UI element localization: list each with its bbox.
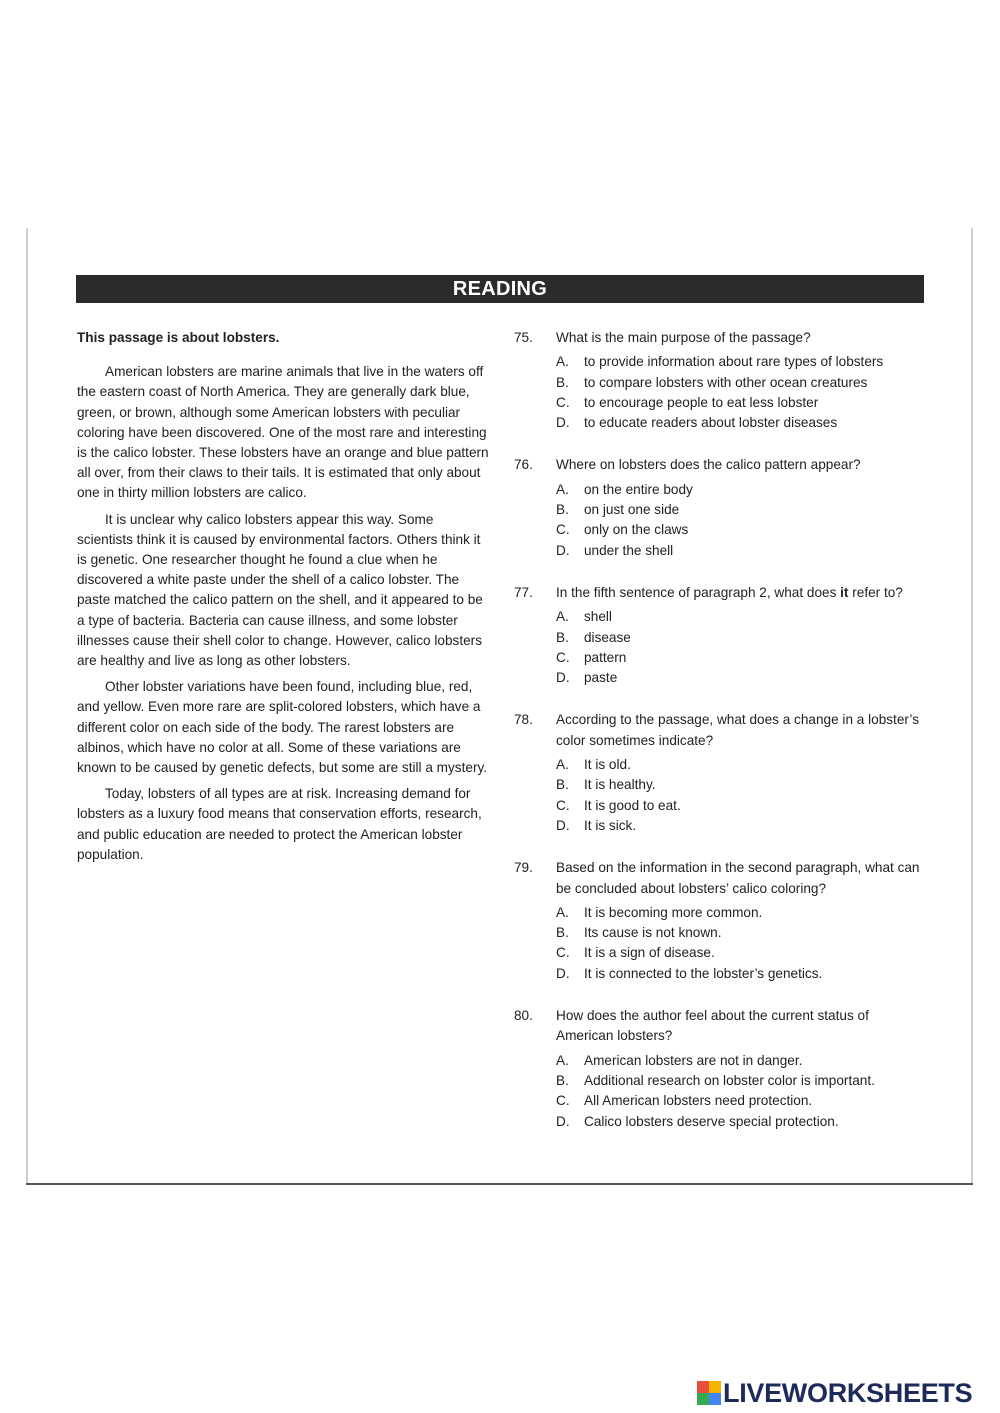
option-text: It is healthy.: [584, 777, 656, 793]
question-text: According to the passage, what does a change in a lobster’s color sometimes indicate?: [556, 712, 919, 748]
option-text: Calico lobsters deserve special protection.: [584, 1113, 839, 1129]
answer-option-a[interactable]: [556, 1051, 934, 1071]
option-text: It is sick.: [584, 817, 637, 833]
passage-paragraph-4: Today, lobsters of all types are at risk. Increasing demand for lobsters as a luxury food means that conservation efforts, research, and public education are needed to protect the American lobster population.: [77, 786, 482, 862]
answer-option-b[interactable]: [556, 373, 934, 393]
section-title-banner: READING: [76, 275, 924, 303]
option-letter: A.: [556, 904, 569, 920]
option-letter: D.: [556, 542, 570, 558]
option-text: to encourage people to eat less lobster: [584, 394, 819, 410]
answer-option-c[interactable]: [556, 796, 934, 816]
logo-block: [709, 1381, 721, 1393]
option-letter: A.: [556, 1052, 569, 1068]
answer-option-a[interactable]: [556, 607, 934, 627]
option-letter: D.: [556, 1113, 570, 1129]
logo-block: [697, 1393, 709, 1405]
answer-options: [556, 1051, 934, 1132]
passage-intro: This passage is about lobsters.: [77, 330, 280, 345]
option-text: It is good to eat.: [584, 797, 681, 813]
question-78: [514, 710, 934, 836]
answer-option-d[interactable]: [556, 964, 934, 984]
answer-option-c[interactable]: [556, 1091, 934, 1111]
question-79: [514, 858, 934, 984]
question-77: [514, 583, 934, 688]
option-text: only on the claws: [584, 522, 689, 538]
option-text: paste: [584, 670, 618, 686]
answer-option-c[interactable]: [556, 520, 934, 540]
page-frame-right: [971, 228, 973, 1184]
option-text: disease: [584, 629, 631, 645]
option-letter: C.: [556, 649, 570, 665]
option-text: All American lobsters need protection.: [584, 1093, 813, 1109]
question-number: 80.: [514, 1008, 533, 1024]
question-text: Where on lobsters does the calico pattern appear?: [556, 457, 861, 473]
option-text: It is becoming more common.: [584, 904, 763, 920]
logo-block: [697, 1381, 709, 1393]
question-text-part: In the fifth sentence of paragraph 2, what does: [556, 584, 841, 600]
option-letter: A.: [556, 757, 569, 773]
question-text: What is the main purpose of the passage?: [556, 330, 811, 345]
question-text-emphasis: it: [840, 584, 849, 600]
answer-option-d[interactable]: [556, 1112, 934, 1132]
option-text: on the entire body: [584, 481, 693, 497]
option-text: under the shell: [584, 542, 674, 558]
option-letter: B.: [556, 925, 569, 941]
question-76: [514, 455, 934, 560]
answer-options: [556, 607, 934, 688]
option-letter: C.: [556, 797, 570, 813]
option-text: on just one side: [584, 502, 680, 518]
option-text: American lobsters are not in danger.: [584, 1052, 803, 1068]
answer-option-b[interactable]: [556, 1071, 934, 1091]
option-letter: B.: [556, 629, 569, 645]
question-number: 77.: [514, 584, 533, 600]
question-number: 78.: [514, 712, 533, 728]
question-text: Based on the information in the second paragraph, what can be concluded about lobsters’ calico coloring?: [556, 860, 920, 896]
passage-paragraph-1: American lobsters are marine animals that live in the waters off the eastern coast of North America. They are generally dark blue, green, or brown, although some American lobsters with peculiar coloring have been discovered. One of the most rare and interesting is the calico lobster. These lobsters have an orange and blue pattern all over, from their claws to their tails. It is estimated that only about one in thirty million lobsters are calico.: [77, 364, 489, 501]
answer-option-a[interactable]: [556, 480, 934, 500]
page-frame-bottom: [26, 1183, 973, 1185]
passage-paragraph-2: It is unclear why calico lobsters appear this way. Some scientists think it is caused by environmental factors. Others think it is genetic. One researcher thought he found a clue when he discovered a white paste under the shell of a calico lobster. The paste matched the calico pattern on the shell, and it appeared to be a type of bacteria. Bacteria can cause illness, and some lobster illnesses cause their shell color to change. However, calico lobsters are healthy and live as long as other lobsters.: [77, 511, 483, 669]
page-frame-left: [26, 228, 28, 1184]
option-letter: B.: [556, 777, 569, 793]
option-text: It is a sign of disease.: [584, 945, 715, 961]
question-text: [556, 583, 926, 603]
reading-passage: [77, 328, 489, 871]
answer-option-a[interactable]: [556, 903, 934, 923]
passage-paragraph-3: Other lobster variations have been found, including blue, red, and yellow. Even more rare are split-colored lobsters, which have a different color on each side of the body. The rarest lobsters are albinos, which have no color at all. Some of these variations are known to be caused by genetic defects, but some are still a mystery.: [77, 679, 488, 776]
answer-option-a[interactable]: [556, 352, 934, 372]
answer-option-b[interactable]: [556, 500, 934, 520]
logo-block: [709, 1393, 721, 1405]
option-text: Its cause is not known.: [584, 925, 722, 941]
question-text: How does the author feel about the current status of American lobsters?: [556, 1008, 869, 1044]
option-letter: C.: [556, 1093, 570, 1109]
option-text: to educate readers about lobster diseases: [584, 415, 838, 431]
liveworksheets-logo: [697, 1378, 972, 1408]
answer-option-c[interactable]: [556, 943, 934, 963]
option-letter: A.: [556, 609, 569, 625]
answer-option-d[interactable]: [556, 541, 934, 561]
option-letter: C.: [556, 394, 570, 410]
questions-list: [514, 328, 934, 1154]
question-number: 76.: [514, 457, 533, 473]
question-text-part: refer to?: [848, 584, 903, 600]
option-letter: D.: [556, 670, 570, 686]
liveworksheets-logo-icon: [697, 1381, 721, 1405]
option-text: shell: [584, 609, 612, 625]
answer-option-b[interactable]: [556, 775, 934, 795]
answer-option-b[interactable]: [556, 923, 934, 943]
option-letter: B.: [556, 502, 569, 518]
answer-options: [556, 352, 934, 433]
option-text: to provide information about rare types of lobsters: [584, 354, 884, 370]
answer-option-b[interactable]: [556, 628, 934, 648]
option-letter: C.: [556, 945, 570, 961]
answer-option-a[interactable]: [556, 755, 934, 775]
answer-option-d[interactable]: [556, 413, 934, 433]
option-text: pattern: [584, 649, 627, 665]
liveworksheets-brand-text: LIVEWORKSHEETS: [723, 1377, 973, 1408]
option-letter: D.: [556, 415, 570, 431]
option-letter: B.: [556, 1072, 569, 1088]
option-letter: D.: [556, 817, 570, 833]
option-text: It is old.: [584, 757, 631, 773]
answer-options: [556, 903, 934, 984]
answer-option-c[interactable]: [556, 648, 934, 668]
answer-option-d[interactable]: [556, 668, 934, 688]
question-75: [514, 328, 934, 433]
option-letter: C.: [556, 522, 570, 538]
answer-option-c[interactable]: [556, 393, 934, 413]
option-letter: B.: [556, 374, 569, 390]
option-letter: A.: [556, 481, 569, 497]
option-text: It is connected to the lobster’s genetics.: [584, 965, 823, 981]
option-letter: A.: [556, 354, 569, 370]
question-number: 79.: [514, 860, 533, 876]
option-letter: D.: [556, 965, 570, 981]
option-text: Additional research on lobster color is important.: [584, 1072, 875, 1088]
question-number: 75.: [514, 330, 533, 345]
answer-option-d[interactable]: [556, 816, 934, 836]
answer-options: [556, 480, 934, 561]
option-text: to compare lobsters with other ocean creatures: [584, 374, 868, 390]
question-80: [514, 1006, 934, 1132]
answer-options: [556, 755, 934, 836]
